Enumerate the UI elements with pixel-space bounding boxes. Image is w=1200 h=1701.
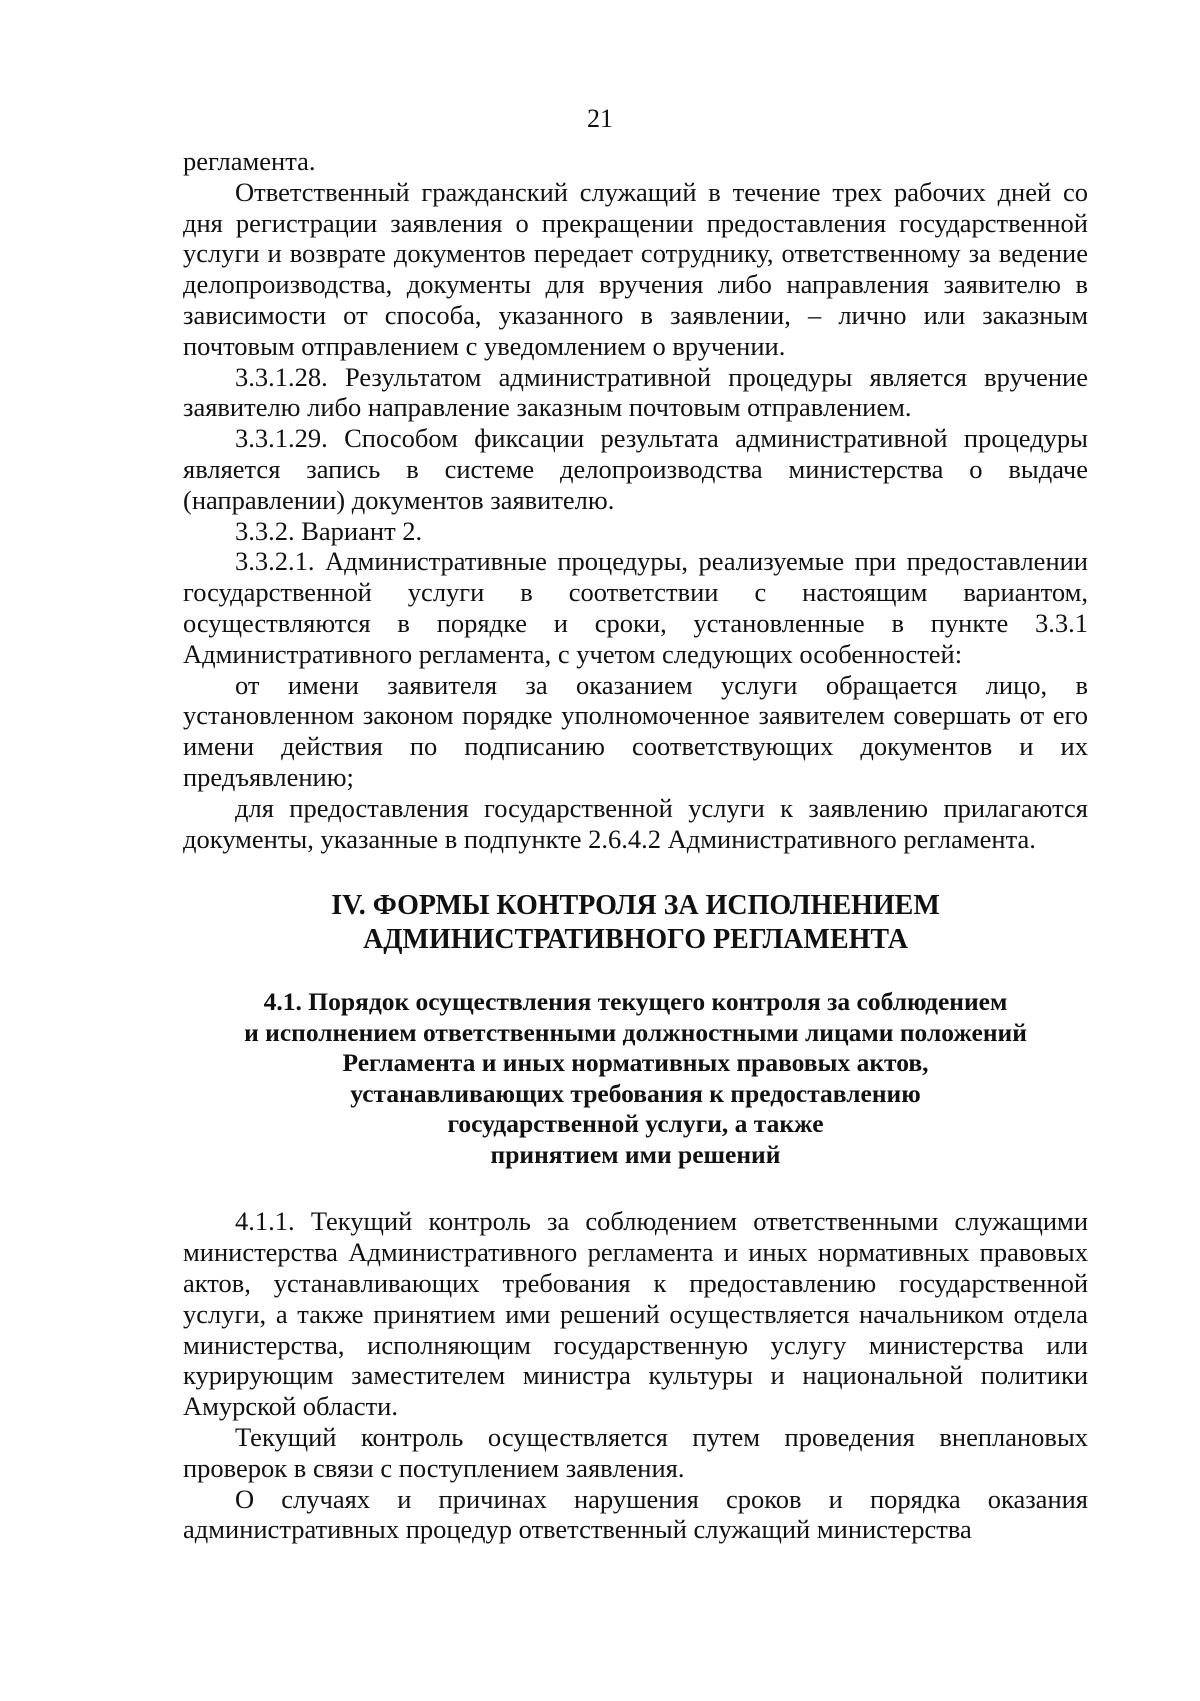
subsection-heading-line: Регламента и иных нормативных правовых актов, bbox=[342, 1048, 929, 1078]
subsection-heading-line: государственной услуги, а также bbox=[447, 1109, 824, 1139]
subsection-heading-line: 4.1. Порядок осуществления текущего контроля за соблюдением bbox=[263, 987, 1008, 1017]
paragraph-violations: О случаях и причинах нарушения сроков и порядка оказания административных процедур ответственный служащий министерства bbox=[183, 1483, 1088, 1545]
page-number: 21 bbox=[587, 104, 613, 133]
paragraph-3-3-2: 3.3.2. Вариант 2. bbox=[235, 515, 423, 546]
document-body bbox=[183, 146, 1088, 1545]
subsection-heading-line: устанавливающих требования к предоставлению bbox=[350, 1078, 921, 1108]
paragraph-3-3-1-29: 3.3.1.29. Способом фиксации результата административной процедуры является запись в системе делопроизводства министерства о выдаче (направлении) документов заявителю. bbox=[183, 423, 1088, 515]
section-heading-line: АДМИНИСТРАТИВНОГО РЕГЛАМЕНТА bbox=[363, 924, 908, 956]
section-heading bbox=[183, 889, 1088, 957]
paragraph-on-behalf: от имени заявителя за оказанием услуги обращается лицо, в установленном законом порядке уполномоченное заявителем совершать от его имени действия по подписанию соответствующих документов и их предъявлению; bbox=[183, 669, 1088, 792]
paragraph-4-1-1: 4.1.1. Текущий контроль за соблюдением ответственными служащими министерства Административного регламента и иных нормативных правовых актов, устанавливающих требования к предоставлению государственной услуги, а также принятием ими решений осуществляется начальником отдела министерства, исполняющим государственную услугу министерства или курирующим заместителем министра культуры и национальной политики Амурской области. bbox=[183, 1206, 1088, 1422]
subsection-heading bbox=[183, 987, 1088, 1170]
paragraph-responsible-employee: Ответственный гражданский служащий в течение трех рабочих дней со дня регистрации заявления о прекращении предоставления государственной услуги и возврате документов передает сотруднику, ответственному за ведение делопроизводства, документы для вручения либо направления заявителю в зависимости от способа, указанного в заявлении, – лично или заказным почтовым отправлением с уведомлением о вручении. bbox=[183, 176, 1088, 361]
paragraph-current-control: Текущий контроль осуществляется путем проведения внеплановых проверок в связи с поступлением заявления. bbox=[183, 1421, 1088, 1483]
subsection-heading-line: и исполнением ответственными должностными лицами положений bbox=[244, 1017, 1027, 1047]
paragraph-continuation: регламента. bbox=[183, 146, 316, 176]
paragraph-3-3-2-1: 3.3.2.1. Административные процедуры, реализуемые при предоставлении государственной услуги в соответствии с настоящим вариантом, осуществляются в порядке и сроки, установленные в пункте 3.3.1 Административного регламента, с учетом следующих особенностей: bbox=[183, 546, 1088, 669]
subsection-heading-line: принятием ими решений bbox=[490, 1139, 781, 1169]
paragraph-documents-attached: для предоставления государственной услуги к заявлению прилагаются документы, указанные в подпункте 2.6.4.2 Административного регламента. bbox=[183, 792, 1088, 854]
paragraph-3-3-1-28: 3.3.1.28. Результатом административной процедуры является вручение заявителю либо направление заказным почтовым отправлением. bbox=[183, 361, 1088, 423]
section-heading-line: IV. ФОРМЫ КОНТРОЛЯ ЗА ИСПОЛНЕНИЕМ bbox=[331, 890, 940, 922]
